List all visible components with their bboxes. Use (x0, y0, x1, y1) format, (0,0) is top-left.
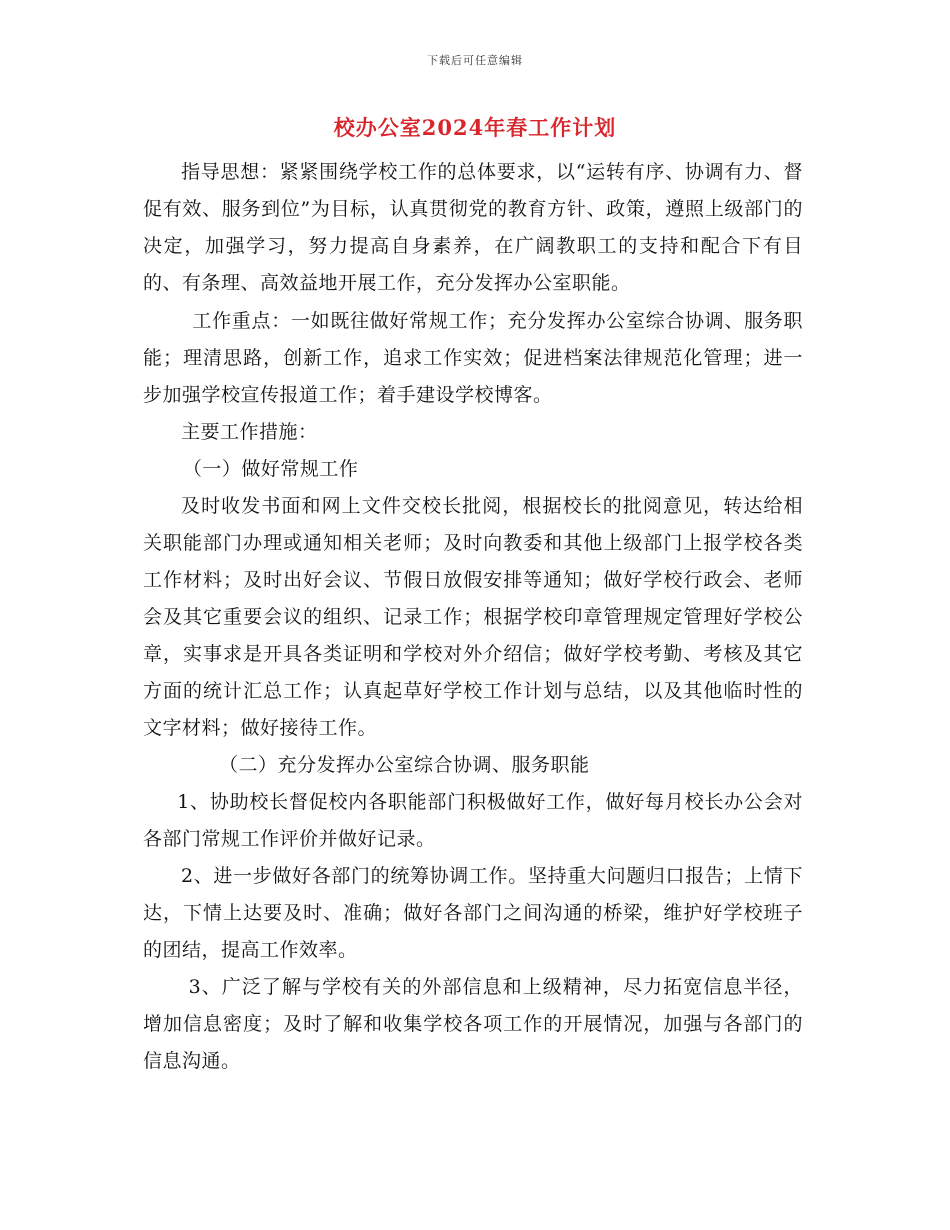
list-item-2: 2、进一步做好各部门的统筹协调工作。坚持重大问题归口报告；上情下达，下情上达要及时、准确；做好各部门之间沟通的桥梁，维护好学校班子的团结，提高工作效率。 (143, 865, 803, 961)
paragraph-work-focus: 工作重点：一如既往做好常规工作；充分发挥办公室综合协调、服务职能；理清思路，创新工作，追求工作实效；促进档案法律规范化管理；进一步加强学校宣传报道工作；着手建设学校博客。 (143, 310, 803, 406)
section-heading-coordination: （二）充分发挥办公室综合协调、服务职能 (219, 754, 590, 776)
list-item-1: 1、协助校长督促校内各职能部门积极做好工作，做好每月校长办公会对各部门常规工作评价并做好记录。 (143, 791, 803, 850)
header-note: 下载后可任意编辑 (427, 54, 523, 67)
document-title: 校办公室2024年春工作计划 (333, 115, 617, 140)
paragraph-guiding-ideology: 指导思想：紧紧围绕学校工作的总体要求，以“运转有序、协调有力、督促有效、服务到位”为目标，认真贯彻党的教育方针、政策，遵照上级部门的决定，加强学习，努力提高自身素养，在广阔教职工的支持和配合下有目的、有条理、高效益地开展工作，充分发挥办公室职能。 (143, 161, 803, 294)
list-item-3: 3、广泛了解与学校有关的外部信息和上级精神，尽力拓宽信息半径，增加信息密度；及时了解和收集学校各项工作的开展情况，加强与各部门的信息沟通。 (143, 976, 803, 1072)
paragraph-main-measures-heading: 主要工作措施： (181, 421, 318, 443)
section-heading-routine-work: （一）做好常规工作 (182, 458, 359, 480)
paragraph-routine-work: 及时收发书面和网上文件交校长批阅，根据校长的批阅意见，转达给相关职能部门办理或通知相关老师；及时向教委和其他上级部门上报学校各类工作材料；及时出好会议、节假日放假安排等通知；做好学校行政会、老师会及其它重要会议的组织、记录工作；根据学校印章管理规定管理好学校公章，实事求是开具各类证明和学校对外介绍信；做好学校考勤、考核及其它方面的统计汇总工作；认真起草好学校工作计划与总结，以及其他临时性的文字材料；做好接待工作。 (143, 495, 803, 739)
document-body (143, 154, 803, 1080)
